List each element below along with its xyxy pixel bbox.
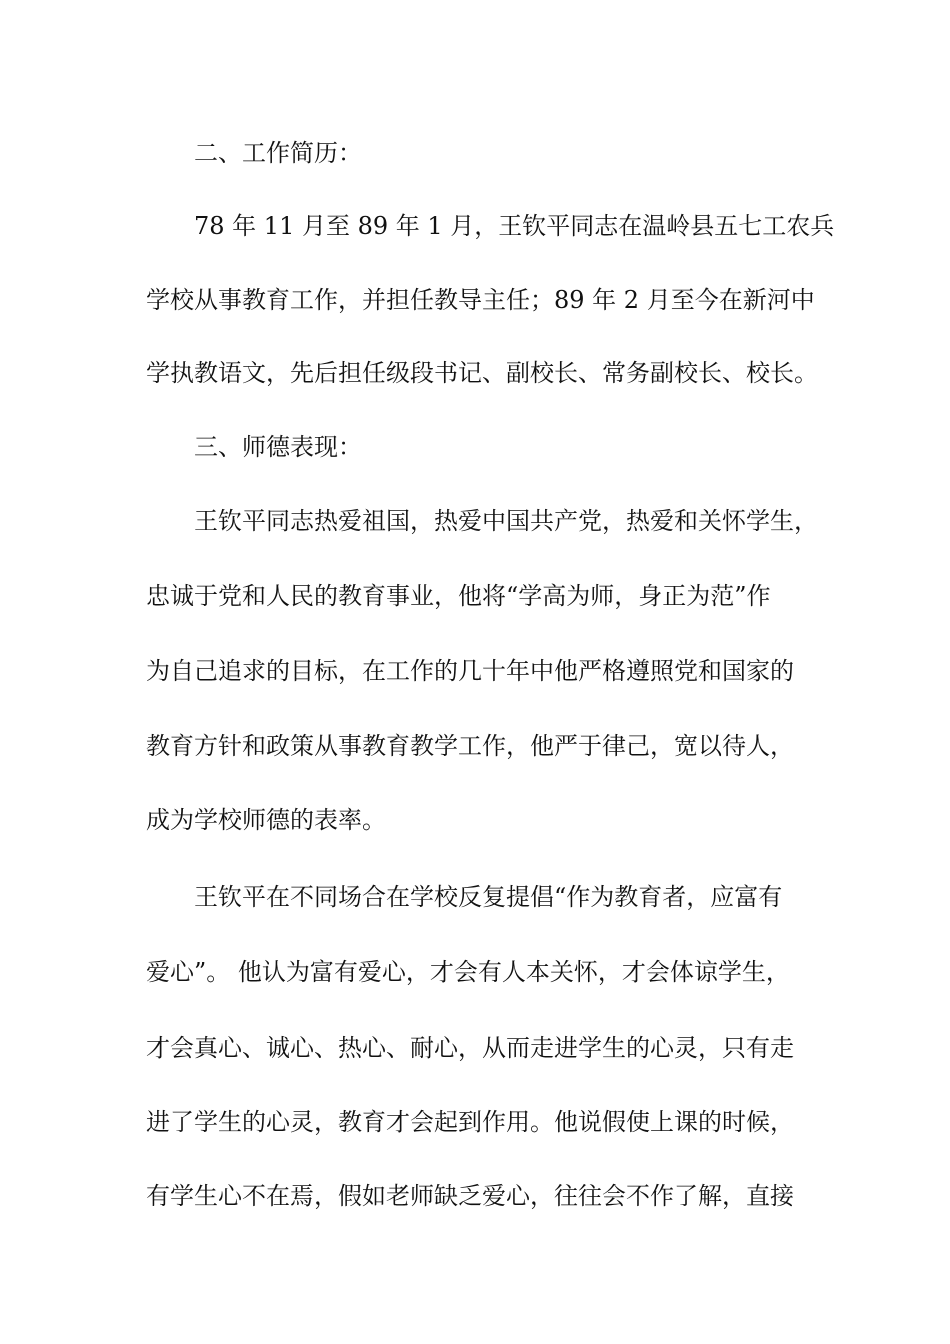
paragraph-line: 78 年 11 月至 89 年 1 月，王钦平同志在温岭县五七工农兵 [194, 212, 835, 240]
paragraph-line: 有学生心不在焉，假如老师缺乏爱心，往往会不作了解，直接 [146, 1182, 794, 1210]
paragraph-line: 学校从事教育工作，并担任教导主任；89 年 2 月至今在新河中 [146, 286, 815, 314]
paragraph-line: 进了学生的心灵，教育才会起到作用。他说假使上课的时候， [146, 1108, 794, 1136]
section-heading-ethics: 三、师德表现： [194, 433, 362, 461]
paragraph-line: 为自己追求的目标，在工作的几十年中他严格遵照党和国家的 [146, 657, 794, 685]
paragraph-line: 忠诚于党和人民的教育事业，他将“学高为师，身正为范”作 [146, 582, 771, 610]
paragraph-line: 学执教语文，先后担任级段书记、副校长、常务副校长、校长。 [146, 359, 818, 387]
paragraph-line: 王钦平在不同场合在学校反复提倡“作为教育者，应富有 [194, 883, 783, 911]
section-heading-work-history: 二、工作简历： [194, 139, 362, 167]
paragraph-line: 爱心”。 他认为富有爱心，才会有人本关怀，才会体谅学生， [146, 958, 790, 986]
paragraph-line: 才会真心、诚心、热心、耐心，从而走进学生的心灵，只有走 [146, 1034, 794, 1062]
paragraph-line: 教育方针和政策从事教育教学工作，他严于律己，宽以待人， [146, 732, 794, 760]
paragraph-line: 王钦平同志热爱祖国，热爱中国共产党，热爱和关怀学生， [194, 507, 818, 535]
paragraph-line: 成为学校师德的表率。 [146, 806, 386, 834]
